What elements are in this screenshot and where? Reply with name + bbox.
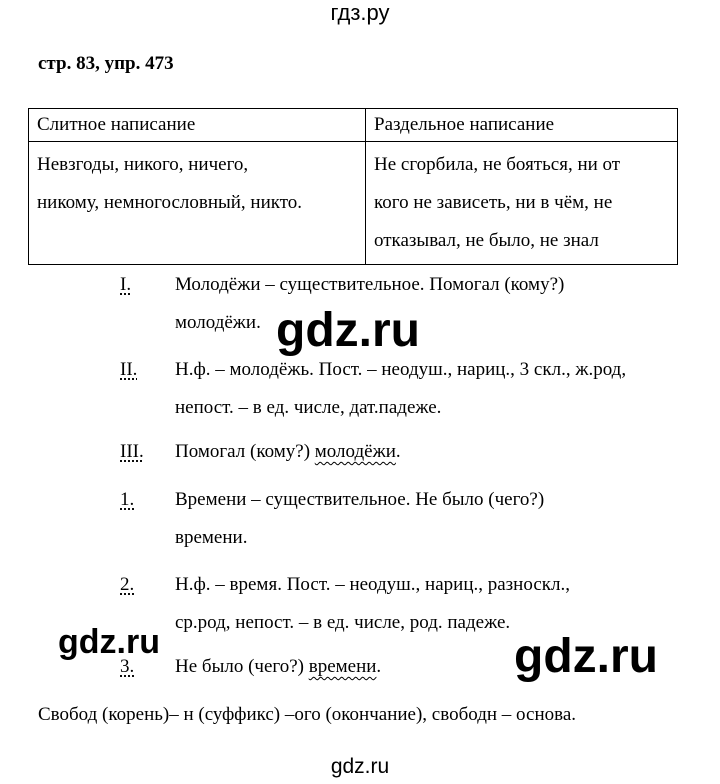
item-number: II. <box>120 359 138 380</box>
item-text-tail: . <box>376 656 382 677</box>
site-footer: gdz.ru <box>330 755 390 778</box>
table-cell-merged <box>29 142 366 265</box>
cell-line: кого не зависеть, ни в чём, не <box>374 192 613 213</box>
item-line: Н.ф. – молодёжь. Пост. – неодуш., нариц., 3 скл., ж.род, <box>175 359 627 380</box>
item-line: молодёжи. <box>175 312 261 333</box>
site-header: гдз.ру <box>330 0 390 25</box>
item-text <box>175 481 715 557</box>
table-row <box>29 142 678 265</box>
item-text-plain: Помогал (кому?) <box>175 441 315 462</box>
item-line: времени. <box>175 527 248 548</box>
column-header-separate: Раздельное написание <box>366 109 678 142</box>
item-number: III. <box>120 441 144 462</box>
table-cell-separate <box>366 142 678 265</box>
underlined-word: молодёжи <box>314 441 396 462</box>
item-line: Н.ф. – время. Пост. – неодуш., нариц., разноскл., <box>175 574 570 595</box>
underlined-word: времени <box>308 656 377 677</box>
answer-table <box>28 108 678 265</box>
item-number: I. <box>120 274 132 295</box>
watermark: gdz.ru <box>514 630 658 683</box>
item-number: 2. <box>120 574 135 595</box>
morpheme-analysis: Свобод (корень)– н (суффикс) –ого (окончание), свободн – основа. <box>38 704 577 725</box>
item-text <box>175 433 715 471</box>
item-text <box>175 351 715 427</box>
table-header-row <box>29 109 678 142</box>
item-line: ср.род, непост. – в ед. числе, род. падеже. <box>175 612 511 633</box>
item-line <box>175 433 715 471</box>
page-title: стр. 83, упр. 473 <box>38 53 174 74</box>
item-number: 3. <box>120 656 135 677</box>
item-number: 1. <box>120 489 135 510</box>
cell-line: отказывал, не было, не знал <box>374 230 599 251</box>
item-line: Молодёжи – существительное. Помогал (кому?) <box>175 274 565 295</box>
cell-line: никому, немногословный, никто. <box>37 192 303 213</box>
item-text-tail: . <box>395 441 401 462</box>
watermark: gdz.ru <box>276 304 420 357</box>
column-header-merged: Слитное написание <box>29 109 366 142</box>
item-line: Времени – существительное. Не было (чего?) <box>175 489 545 510</box>
cell-line: Невзгоды, никого, ничего, <box>37 154 249 175</box>
watermark: gdz.ru <box>58 623 160 661</box>
item-text-plain: Не было (чего?) <box>175 656 309 677</box>
cell-line: Не сгорбила, не бояться, ни от <box>374 154 621 175</box>
item-line: непост. – в ед. числе, дат.падеже. <box>175 397 442 418</box>
item-text <box>175 266 715 342</box>
